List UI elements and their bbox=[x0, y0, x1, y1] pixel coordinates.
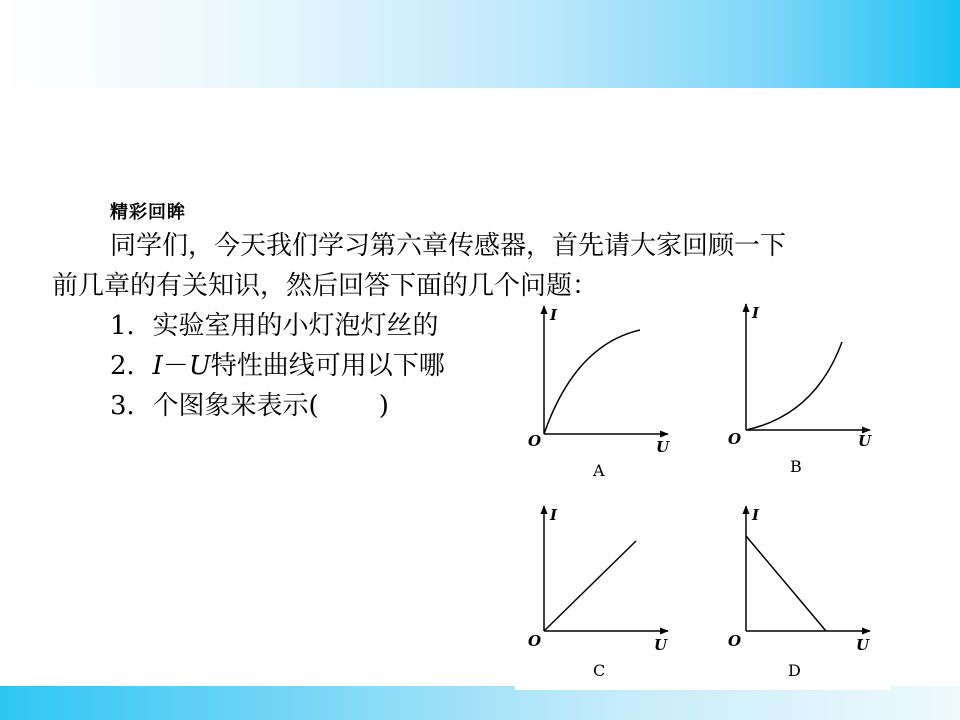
question-line-text: 特性曲线可用以下哪 bbox=[210, 351, 445, 381]
y-axis-label: I bbox=[752, 304, 760, 322]
graph-a bbox=[520, 300, 690, 490]
bottom-decor-band bbox=[0, 686, 960, 720]
graph-curve bbox=[746, 342, 842, 430]
intro-line-1: 同学们，今天我们学习第六章传感器，首先请大家回顾一下 bbox=[110, 231, 787, 261]
graph-line bbox=[746, 536, 826, 631]
graph-b bbox=[720, 300, 890, 490]
graph-line bbox=[544, 541, 636, 631]
graph-caption: C bbox=[593, 661, 606, 680]
graph-c bbox=[520, 500, 690, 690]
close-paren: ) bbox=[378, 391, 389, 421]
origin-label: O bbox=[728, 632, 742, 650]
question-line-text: 个图象来表示( bbox=[152, 391, 319, 421]
x-axis-label: U bbox=[856, 636, 870, 654]
graph-curve bbox=[544, 330, 640, 434]
graph-caption: A bbox=[593, 461, 605, 480]
graph-caption: B bbox=[790, 457, 802, 476]
top-decor-band bbox=[0, 0, 960, 88]
graph-caption: D bbox=[788, 661, 801, 680]
section-title: 精彩回眸 bbox=[110, 202, 186, 223]
question-line-text: 实验室用的小灯泡灯丝的 bbox=[152, 311, 439, 341]
question-line-number: 1． bbox=[110, 311, 153, 341]
y-axis-label: I bbox=[752, 506, 760, 524]
variable-i: I bbox=[152, 351, 163, 381]
intro-line-2: 前几章的有关知识，然后回答下面的几个问题： bbox=[52, 271, 599, 301]
origin-label: O bbox=[728, 430, 742, 448]
question-line-1 bbox=[110, 306, 439, 346]
origin-label: O bbox=[528, 632, 542, 650]
question-line-number: 3． bbox=[110, 391, 153, 421]
dash: － bbox=[162, 351, 189, 381]
question-line-number: 2． bbox=[110, 351, 153, 381]
question-line-2 bbox=[110, 346, 445, 386]
x-axis-label: U bbox=[656, 438, 670, 456]
question-line-3 bbox=[110, 386, 389, 426]
origin-label: O bbox=[528, 432, 542, 450]
y-axis-label: I bbox=[550, 506, 558, 524]
y-axis-label: I bbox=[550, 306, 558, 324]
variable-u: U bbox=[188, 351, 211, 381]
x-axis-label: U bbox=[858, 432, 872, 450]
x-axis-label: U bbox=[654, 636, 668, 654]
graph-d bbox=[720, 500, 890, 690]
